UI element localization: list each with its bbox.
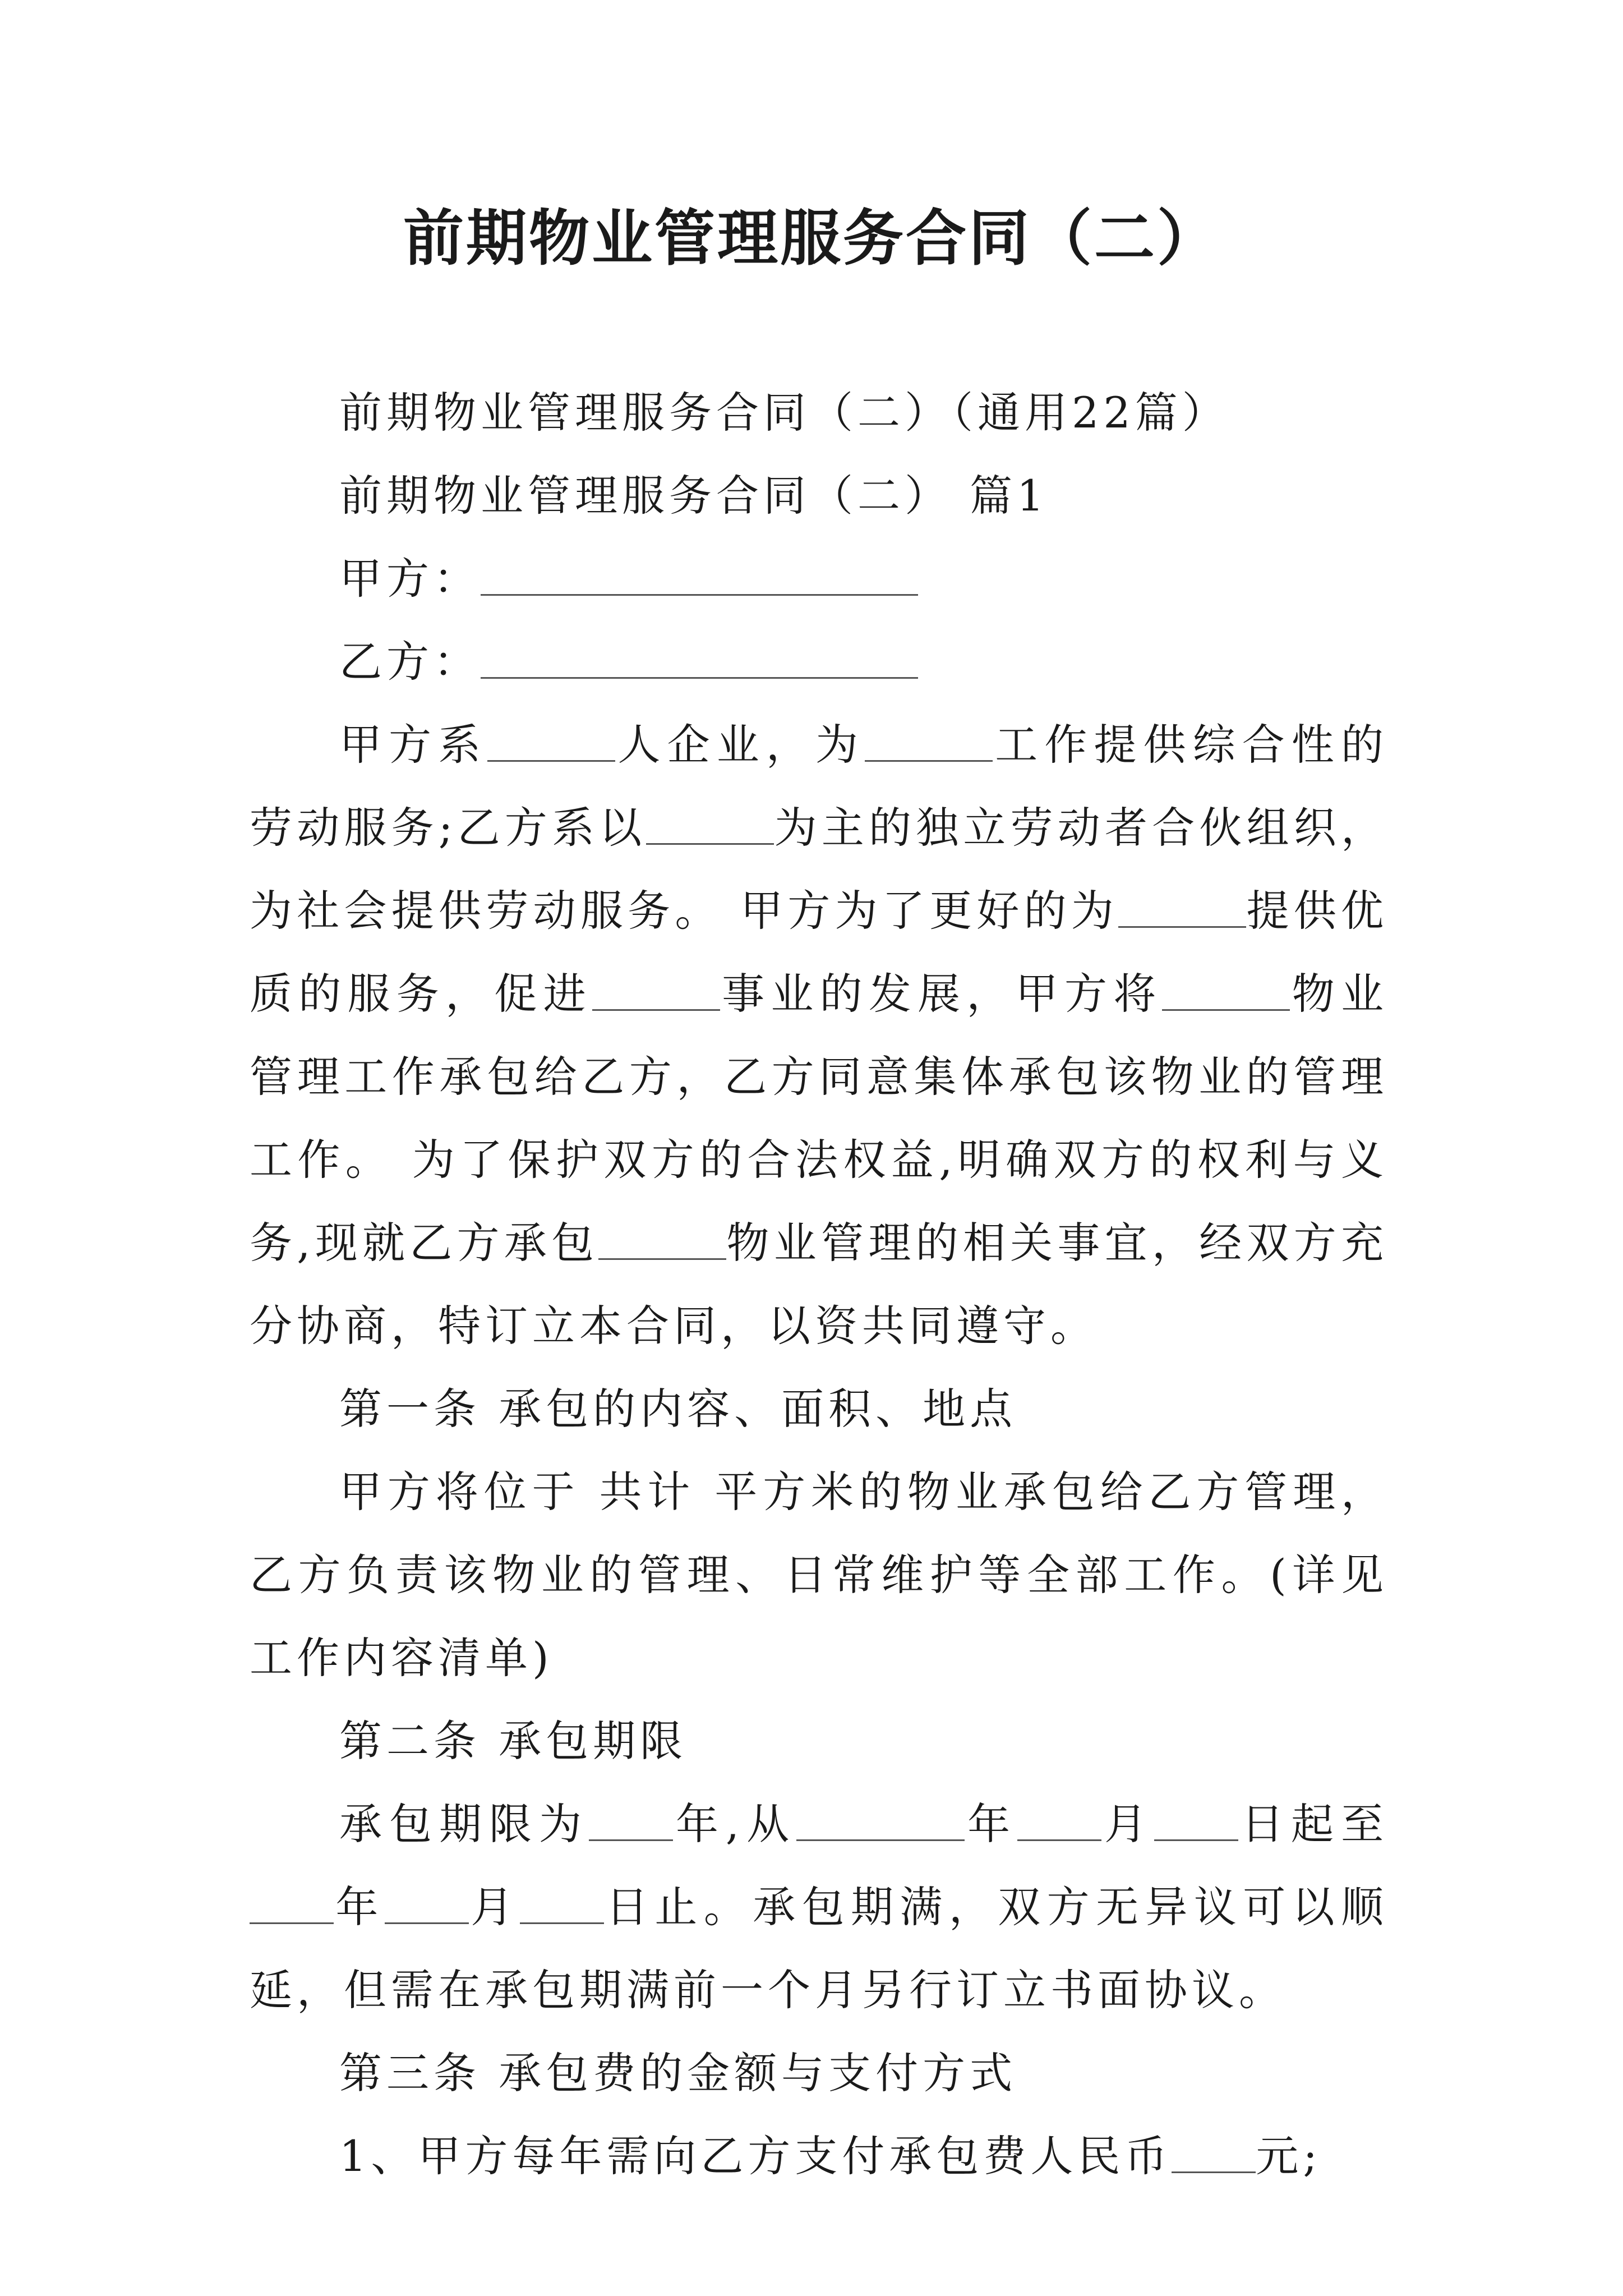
document-body bbox=[250, 371, 1388, 2198]
party-b-label: 乙方： bbox=[339, 637, 481, 687]
article2-text-1: 承包期限为 bbox=[339, 1799, 589, 1849]
intro-text-4: 为主的独立劳动者合伙组织，为社会提供劳动服务。 甲方为了更好的为 bbox=[250, 803, 1389, 936]
blank[interactable] bbox=[385, 1884, 469, 1924]
document-title: 前期物业管理服务合同（二） bbox=[403, 203, 1220, 274]
intro-text-1: 甲方系 bbox=[339, 720, 488, 770]
subtitle bbox=[250, 371, 1388, 454]
blank[interactable] bbox=[487, 721, 615, 761]
intro-text-2: 人企业，为 bbox=[615, 720, 865, 770]
article3-heading bbox=[250, 2032, 1388, 2115]
article3-item1-text-a: 1、甲方每年需向乙方支付承包费人民币 bbox=[339, 2131, 1172, 2181]
article2-text-3: 年 bbox=[965, 1799, 1018, 1849]
blank[interactable] bbox=[865, 721, 993, 761]
blank[interactable] bbox=[1162, 970, 1290, 1010]
party-b-blank[interactable] bbox=[481, 638, 918, 678]
article2-text-4: 月 bbox=[1101, 1799, 1155, 1849]
party-b-line bbox=[250, 620, 1388, 703]
blank[interactable] bbox=[1172, 2133, 1256, 2173]
section-heading bbox=[250, 454, 1388, 537]
intro-text-6: 事业的发展，甲方将 bbox=[720, 969, 1163, 1019]
article2-paragraph bbox=[250, 1783, 1388, 2032]
intro-text-5: 提供优质的服务，促进 bbox=[250, 886, 1388, 1019]
blank[interactable] bbox=[646, 804, 774, 844]
article2-text-5: 日起至 bbox=[1238, 1799, 1389, 1849]
blank[interactable] bbox=[1017, 1801, 1101, 1841]
article1-heading bbox=[250, 1368, 1388, 1451]
article3-heading-text: 第三条 承包费的金额与支付方式 bbox=[339, 2048, 1017, 2098]
blank[interactable] bbox=[592, 970, 720, 1010]
article1-text: 甲方将位于 共计 平方米的物业承包给乙方管理，乙方负责该物业的管理、日常维护等全部工作。(详见工作内容清单) bbox=[250, 1467, 1388, 1683]
section-heading-text: 前期物业管理服务合同（二） 篇1 bbox=[339, 471, 1049, 521]
article3-item1 bbox=[250, 2115, 1388, 2198]
article1-heading-text: 第一条 承包的内容、面积、地点 bbox=[339, 1384, 1017, 1434]
article3-item1-text-b: 元; bbox=[1256, 2131, 1322, 2181]
party-a-blank[interactable] bbox=[481, 555, 918, 595]
article2-text-7: 月 bbox=[468, 1882, 520, 1932]
party-a-label: 甲方： bbox=[339, 554, 481, 604]
article2-heading-text: 第二条 承包期限 bbox=[339, 1716, 688, 1766]
blank[interactable] bbox=[1118, 887, 1246, 927]
intro-paragraph bbox=[250, 703, 1388, 1368]
blank[interactable] bbox=[250, 1884, 334, 1924]
blank[interactable] bbox=[1154, 1801, 1238, 1841]
article1-paragraph bbox=[250, 1451, 1388, 1700]
blank[interactable] bbox=[520, 1884, 604, 1924]
party-a-line bbox=[250, 537, 1388, 620]
blank[interactable] bbox=[598, 1220, 726, 1259]
article2-text-8: 日止。承包期满，双方无异议可以顺延，但需在承包期满前一个月另行订立书面协议。 bbox=[250, 1882, 1389, 2015]
article2-text-6: 年 bbox=[334, 1882, 385, 1932]
article2-text-2: 年,从 bbox=[672, 1799, 797, 1849]
intro-text-3: 工作提供综合性的劳动服务;乙方系以 bbox=[250, 720, 1389, 853]
intro-text-8: 物业管理的相关事宜，经双方充分协商，特订立本合同，以资共同遵守。 bbox=[250, 1218, 1388, 1351]
intro-text-7: 物业管理工作承包给乙方，乙方同意集体承包该物业的管理工作。 为了保护双方的合法权益,明确双方的权利与义务,现就乙方承包 bbox=[250, 969, 1389, 1268]
blank[interactable] bbox=[796, 1801, 965, 1841]
subtitle-text: 前期物业管理服务合同（二）（通用22篇） bbox=[339, 388, 1229, 438]
article2-heading bbox=[250, 1700, 1388, 1783]
blank[interactable] bbox=[589, 1801, 673, 1841]
